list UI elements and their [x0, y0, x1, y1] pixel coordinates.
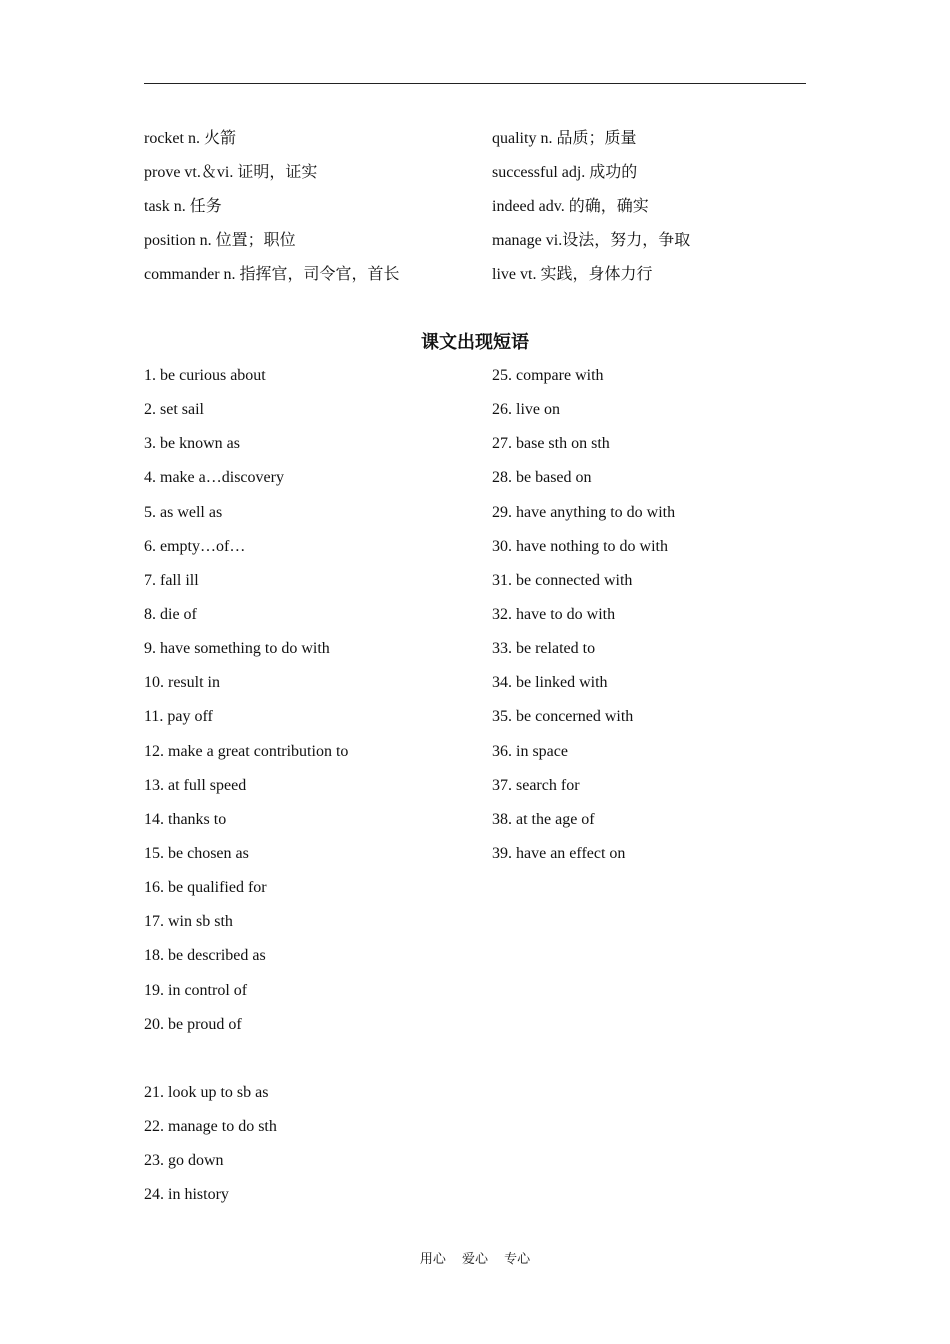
phrase-item: 38. at the age of	[492, 810, 595, 828]
phrase-item: 11. pay off	[144, 708, 213, 726]
phrase-item: 6. empty…of…	[144, 537, 246, 555]
phrase-row	[144, 837, 806, 871]
phrase-item: 12. make a great contribution to	[144, 742, 349, 760]
vocab-entry: quality n. 品质；质量	[492, 129, 637, 147]
phrase-row	[144, 1008, 806, 1042]
vocab-entry: indeed adv. 的确，确实	[492, 197, 649, 215]
phrase-row	[144, 461, 806, 495]
vocab-entry: successful adj. 成功的	[492, 163, 638, 181]
phrase-row	[144, 530, 806, 564]
phrase-row	[144, 1178, 806, 1212]
phrase-item: 37. search for	[492, 776, 580, 794]
vocab-entry: task n. 任务	[144, 197, 222, 215]
phrase-list	[144, 359, 806, 1213]
phrase-item: 29. have anything to do with	[492, 503, 676, 521]
phrase-row	[144, 598, 806, 632]
phrase-row	[144, 496, 806, 530]
vocab-entry: prove vt.＆vi. 证明，证实	[144, 163, 318, 181]
phrase-item: 39. have an effect on	[492, 845, 626, 863]
phrase-item: 13. at full speed	[144, 776, 247, 794]
phrase-row	[144, 359, 806, 393]
phrase-item: 15. be chosen as	[144, 845, 249, 863]
phrase-row	[144, 1110, 806, 1144]
phrase-row	[144, 803, 806, 837]
phrase-item: 16. be qualified for	[144, 879, 267, 897]
phrase-item: 27. base sth on sth	[492, 435, 610, 453]
phrase-item: 20. be proud of	[144, 1015, 242, 1033]
vocab-row	[144, 187, 806, 221]
phrase-item: 9. have something to do with	[144, 640, 330, 658]
phrase-row	[144, 427, 806, 461]
blank-line	[144, 1042, 806, 1076]
phrase-item: 34. be linked with	[492, 674, 608, 692]
phrase-item: 3. be known as	[144, 435, 240, 453]
section-heading: 课文出现短语	[421, 332, 529, 353]
vocab-entry: rocket n. 火箭	[144, 129, 236, 147]
phrase-row	[144, 632, 806, 666]
phrase-row	[144, 871, 806, 905]
phrase-item: 2. set sail	[144, 401, 204, 419]
phrase-row	[144, 939, 806, 973]
phrase-item: 26. live on	[492, 401, 560, 419]
phrase-item: 14. thanks to	[144, 810, 227, 828]
phrase-row	[144, 700, 806, 734]
phrase-item: 23. go down	[144, 1152, 224, 1170]
phrase-item: 7. fall ill	[144, 571, 199, 589]
phrase-item: 36. in space	[492, 742, 568, 760]
phrase-item: 18. be described as	[144, 947, 266, 965]
phrase-item: 24. in history	[144, 1186, 229, 1204]
phrase-item: 30. have nothing to do with	[492, 537, 668, 555]
header-rule	[144, 83, 806, 84]
phrase-row	[144, 735, 806, 769]
page-footer: 用心 爱心 专心	[419, 1252, 531, 1267]
phrase-row	[144, 393, 806, 427]
phrase-row	[144, 1144, 806, 1178]
phrase-item: 21. look up to sb as	[144, 1084, 269, 1102]
phrase-item: 1. be curious about	[144, 367, 266, 385]
vocab-row	[144, 255, 806, 289]
phrase-item: 35. be concerned with	[492, 708, 634, 726]
phrase-item: 17. win sb sth	[144, 913, 233, 931]
vocab-entry: live vt. 实践，身体力行	[492, 265, 653, 283]
phrase-row	[144, 769, 806, 803]
phrase-item: 25. compare with	[492, 367, 604, 385]
phrase-item: 32. have to do with	[492, 606, 616, 624]
phrase-item: 8. die of	[144, 606, 197, 624]
vocab-entry: position n. 位置；职位	[144, 231, 296, 249]
vocab-row	[144, 221, 806, 255]
vocab-row	[144, 119, 806, 153]
phrase-row	[144, 666, 806, 700]
vocab-row	[144, 153, 806, 187]
phrase-item: 28. be based on	[492, 469, 592, 487]
phrase-item: 19. in control of	[144, 981, 248, 999]
vocab-entry: commander n. 指挥官，司令官，首长	[144, 265, 400, 283]
phrase-item: 4. make a…discovery	[144, 469, 284, 487]
phrase-item: 10. result in	[144, 674, 220, 692]
phrase-item: 5. as well as	[144, 503, 223, 521]
vocabulary-list	[144, 119, 806, 289]
phrase-item: 22. manage to do sth	[144, 1118, 277, 1136]
phrase-item: 33. be related to	[492, 640, 596, 658]
phrase-item: 31. be connected with	[492, 571, 633, 589]
phrase-row	[144, 974, 806, 1008]
phrase-row	[144, 905, 806, 939]
phrase-row	[144, 564, 806, 598]
vocab-entry: manage vi.设法，努力，争取	[492, 231, 691, 249]
phrase-row	[144, 1076, 806, 1110]
